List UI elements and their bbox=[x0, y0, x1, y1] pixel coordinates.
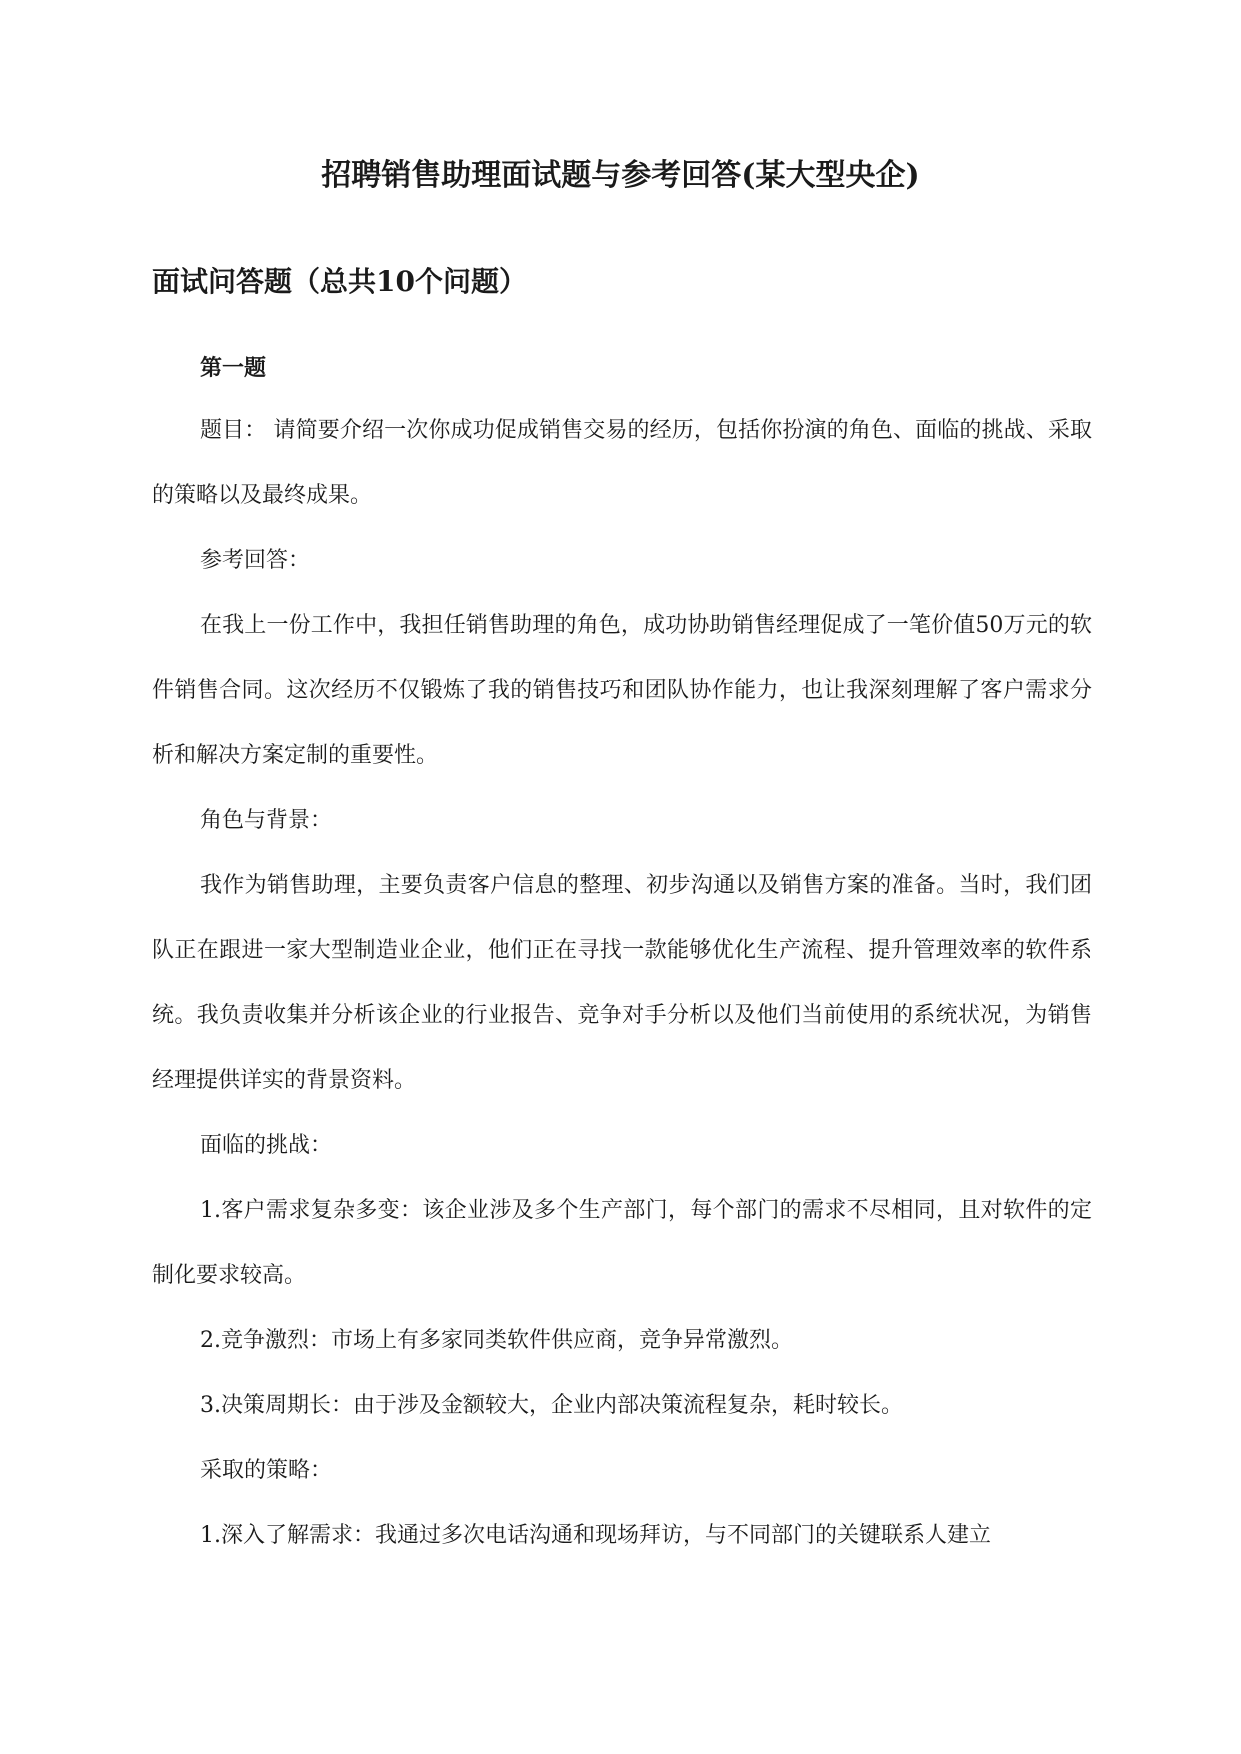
role-background-paragraph: 我作为销售助理，主要负责客户信息的整理、初步沟通以及销售方案的准备。当时，我们团队正在跟进一家大型制造业企业，他们正在寻找一款能够优化生产流程、提升管理效率的软件系统。我负责收集并分析该企业的行业报告、竞争对手分析以及他们当前使用的系统状况，为销售经理提供详实的背景资料。 bbox=[152, 873, 1092, 1093]
document-title: 招聘销售助理面试题与参考回答(某大型央企) bbox=[321, 158, 920, 193]
question-heading: 第一题 bbox=[200, 355, 267, 381]
challenge-item: 1.客户需求复杂多变：该企业涉及多个生产部门，每个部门的需求不尽相同，且对软件的定制化要求较高。 bbox=[152, 1198, 1092, 1288]
question-prompt: 题目： 请简要介绍一次你成功促成销售交易的经历，包括你扮演的角色、面临的挑战、采取的策略以及最终成果。 bbox=[152, 418, 1092, 508]
challenges-label: 面临的挑战： bbox=[200, 1133, 333, 1158]
section-heading: 面试问答题（总共10个问题） bbox=[152, 265, 527, 298]
answer-intro-paragraph: 在我上一份工作中，我担任销售助理的角色，成功协助销售经理促成了一笔价值50万元的软件销售合同。这次经历不仅锻炼了我的销售技巧和团队协作能力，也让我深刻理解了客户需求分析和解决方案定制的重要性。 bbox=[152, 613, 1092, 768]
strategies-label: 采取的策略： bbox=[200, 1458, 333, 1483]
role-background-label: 角色与背景： bbox=[200, 808, 333, 833]
reference-answer-label: 参考回答： bbox=[200, 548, 311, 573]
strategy-item: 1.深入了解需求：我通过多次电话沟通和现场拜访，与不同部门的关键联系人建立 bbox=[200, 1523, 991, 1548]
challenge-item: 2.竞争激烈：市场上有多家同类软件供应商，竞争异常激烈。 bbox=[200, 1328, 793, 1353]
challenge-item: 3.决策周期长：由于涉及金额较大，企业内部决策流程复杂，耗时较长。 bbox=[200, 1393, 903, 1418]
